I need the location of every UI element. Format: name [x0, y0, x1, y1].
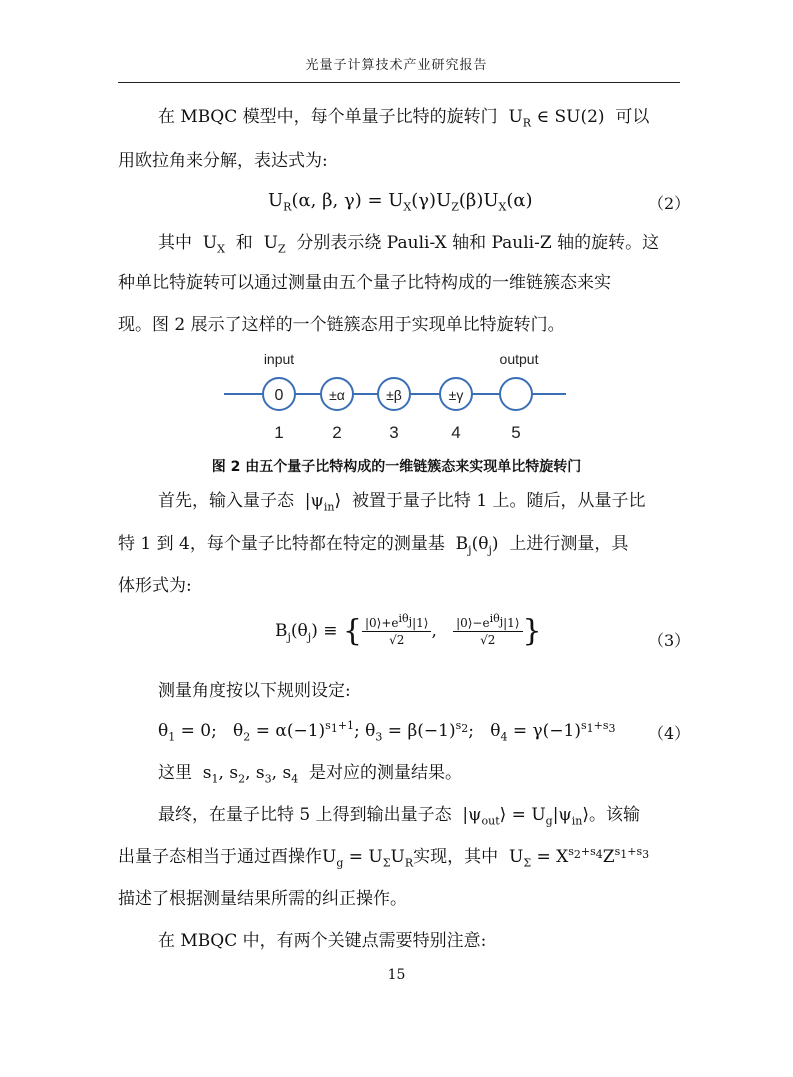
output-label: output	[499, 351, 539, 367]
math-uz: $U_Z$	[258, 233, 286, 256]
p6-line3: 描述了根据测量结果所需的纠正操作。	[118, 889, 407, 909]
qubit-node-label: ±γ	[448, 387, 464, 403]
equation-3: $B_j(\theta_j)$ ≡ { $\frac{|0⟩+e^{i\theta_j}|1⟩}{√2}$ , $\frac{|0⟩-e^{i\theta_j}|1⟩}{√2}$ }	[275, 612, 542, 649]
math-psi-in: $|\psi_{in}⟩$	[299, 491, 347, 514]
cluster-state-figure	[220, 345, 575, 445]
equation-2: $U_R(\alpha$, β, $\gamma) = U_X(\gamma)U_Z(\beta)U_X(\alpha)$	[268, 190, 533, 214]
p2-line2: 种单比特旋转可以通过测量由五个量子比特构成的一维链簇态来实	[118, 273, 611, 293]
text: 是对应的测量结果。	[309, 763, 462, 783]
text: 这里	[158, 763, 192, 783]
math-ur-su2: $U_R$ ∈ SU(2)	[503, 107, 610, 130]
text: 出量子态相当于通过酉操作	[118, 847, 322, 867]
p2-line1	[158, 232, 659, 254]
text: 。该输	[589, 805, 641, 825]
qubit-node-label: ±β	[386, 387, 402, 403]
p1-line2: 用欧拉角来分解，表达式为:	[118, 151, 328, 171]
text: 在 MBQC 模型中，每个单量子比特的旋转门	[158, 107, 498, 127]
input-label: input	[263, 351, 295, 367]
text: 最终，在量子比特 5 上得到输出量子态	[158, 805, 452, 825]
page-header: 光量子计算技术产业研究报告	[305, 58, 488, 73]
equation-4-number: （4）	[648, 724, 691, 743]
qubit-node-label: ±α	[329, 387, 345, 403]
p6-line2	[118, 846, 649, 868]
p3-line3: 体形式为:	[118, 576, 192, 596]
math-ug: $U_g = U_\Sigma U_R$	[322, 847, 414, 870]
page-number: 15	[387, 967, 406, 983]
qubit-number: 5	[511, 423, 521, 442]
text: 实现，其中	[413, 847, 499, 867]
p7: 在 MBQC 中，有两个关键点需要特别注意:	[158, 931, 487, 951]
text: 特 1 到 4，每个量子比特都在特定的测量基	[118, 534, 445, 554]
qubit-number: 4	[451, 423, 461, 442]
qubit-node-5	[500, 378, 532, 410]
math-psi-out: $|\psi_{out}⟩$ = $U_g|\psi_{in}⟩$	[457, 805, 590, 828]
equation-4: $\theta_1 = 0$; $\theta_2 = \alpha(-1)^{s_1+1}$; $\theta_3 = \beta(-1)^{s_2}$; $\theta_4 = \gamma(-1)^{s_1+s_3}$	[158, 719, 616, 744]
p2-line3: 现。图 2 展示了这样的一个链簇态用于实现单比特旋转门。	[118, 315, 565, 335]
qubit-number: 1	[274, 423, 284, 442]
p4: 测量角度按以下规则设定:	[158, 681, 351, 701]
equation-3-number: （3）	[648, 631, 691, 650]
qubit-number: 2	[332, 423, 342, 442]
p3-line1	[158, 490, 646, 512]
p5	[158, 762, 462, 784]
header-rule	[118, 82, 680, 83]
text: 可以	[615, 107, 650, 127]
math-u-sigma: $U_\Sigma = X^{s_2+s_4}Z^{s_1+s_3}$	[503, 845, 650, 870]
p6-line1	[158, 804, 640, 826]
p1-line1	[158, 106, 649, 128]
equation-2-number: （2）	[648, 194, 691, 213]
math-bj: $B_j(\theta_j)$	[450, 534, 504, 557]
text: 和	[235, 233, 253, 253]
p3-line2	[118, 533, 628, 555]
text: 分别表示绕 Pauli-X 轴和 Pauli-Z 轴的旋转。这	[296, 233, 660, 253]
text: 其中	[158, 233, 192, 253]
text: 上进行测量，具	[509, 534, 629, 554]
qubit-number: 3	[389, 423, 399, 442]
qubit-node-label: 0	[274, 387, 284, 404]
text: 被置于量子比特 1 上。随后，从量子比	[351, 491, 646, 511]
math-s-list: $s_1$, $s_2$, $s_3$, $s_4$	[197, 763, 299, 786]
math-ux: $U_X$	[197, 233, 225, 256]
figure-caption: 图 2 由五个量子比特构成的一维链簇态来实现单比特旋转门	[211, 459, 582, 475]
text: 首先，输入量子态	[158, 491, 294, 511]
